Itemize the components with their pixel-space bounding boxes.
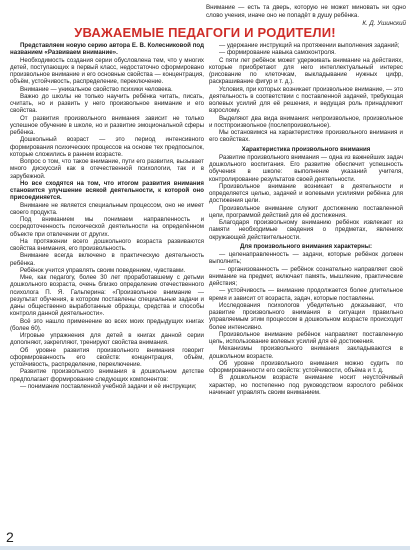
paragraph: Представляем новую серию автора Е. В. Колесниковой под названием «Развиваем внимание». xyxy=(10,42,204,57)
paragraph: Внимание не является специальным процессом, оно не имеет своего продукта. xyxy=(10,201,204,216)
page-title: УВАЖАЕМЫЕ ПЕДАГОГИ И РОДИТЕЛИ! xyxy=(74,25,336,40)
paragraph: Механизмы произвольного внимания закладываются в дошкольном возрасте. xyxy=(209,345,403,360)
paragraph: С пяти лет ребёнок может удерживать внимание на действиях, которые приобретают для него интеллектуальный интерес (рисование по клеточкам, выкладывание нужных цифр, раскрашивание фигур и т. д.). xyxy=(209,56,403,86)
paragraph: На протяжении всего дошкольного возраста развиваются свойства внимания, его произвольность. xyxy=(10,237,204,252)
paragraph: — удержание инструкций на протяжении выполнения заданий; xyxy=(219,42,400,49)
paragraph: — формирование навыка самоконтроля. xyxy=(219,49,336,57)
paragraph: Дошкольный возраст — это период интенсивного формирования психических процессов на основе тех предпосылок, которые сложились в раннем возрасте. xyxy=(10,136,204,158)
right-column xyxy=(209,42,403,534)
paragraph: Выделяют два вида внимания: непроизвольное, произвольное и постпроизвольное (послепроизвольное). xyxy=(209,114,403,129)
section-heading: Для произвольного внимания характерны: xyxy=(239,242,373,250)
epigraph-text: Внимание — есть та дверь, которую не может миновать ни одно слово учения, иначе оно не попадёт в душу ребёнка. xyxy=(206,4,406,19)
paragraph: Внимание всегда включено в практическую деятельность ребёнка. xyxy=(10,252,204,267)
paragraph: — целенаправленность — задачи, которые ребёнок должен выполнить; xyxy=(209,251,403,266)
paragraph: Игровые упражнения для детей в книгах данной серии дополняют, закрепляют, тренируют свойства внимания. xyxy=(10,332,204,347)
paragraph: — понимание поставленной учебной задачи и её инструкции; xyxy=(20,382,197,390)
left-column xyxy=(10,42,204,534)
page-number: 2 xyxy=(6,529,14,545)
paragraph: Условия, при которых возникает произвольное внимание, — это деятельность в соответствии с поставленной задачей, требующая волевых усилий для её решения, и ведущая роль принадлежит взрослому. xyxy=(209,85,403,115)
paragraph: Об уровне произвольного внимания можно судить по сформированности его свойств: устойчивости, объёма и т. д. xyxy=(209,359,403,374)
section-heading: Характеристика произвольного внимания xyxy=(241,145,371,153)
paragraph: Под вниманием мы понимаем направленность и сосредоточенность психической деятельности на определённом объекте при отвлечении от других. xyxy=(10,216,204,238)
paragraph: Произвольное внимание возникает в деятельности и определяется целью, задачей и волевыми усилиями ребёнка для достижения цели. xyxy=(209,182,403,205)
paragraph: — организованность — ребёнок сознательно направляет своё внимание на предмет, включает память, мышление, практические действия; xyxy=(209,265,403,287)
paragraph: Важно до школы не только научить ребёнка читать, писать, считать, но и развить у него произвольное внимание и его свойства. xyxy=(10,92,204,115)
paragraph: Мне, как педагогу, более 30 лет проработавшему с детьми дошкольного возраста, очень близко определение отечественного психолога П. Я. Гальперина: «Произвольное внимание — результат обучения, в котором поставлены специальные задачи и даны общественно выработанные образцы, средства и способы контроля данной деятельности». xyxy=(10,274,204,318)
paragraph: Всё это нашло применение во всех моих предыдущих книгах (более 60). xyxy=(10,317,204,332)
paragraph: Об уровне развития произвольного внимания говорит сформированность его свойств: концентрация, объём, устойчивость, распределение, переключение. xyxy=(10,346,204,368)
bottom-strip xyxy=(0,546,410,550)
paragraph: Вопрос о том, что такое внимание, пути его развития, вызывает много дискуссий как в отечественной психологии, так и в зарубежной. xyxy=(10,158,204,180)
paragraph: Мы остановимся на характеристике произвольного внимания и его свойствах. xyxy=(209,129,403,144)
paragraph: Но все сходятся на том, что итогом развития внимания становится улучшение всякой деятельности, к которой оно присоединяется. xyxy=(10,179,204,202)
paragraph: Произвольное внимание ребёнок направляет поставленную цель, использование волевых усилий для её достижения. xyxy=(209,330,403,345)
paragraph: — устойчивость — внимание продолжается более длительное время и зависит от возраста, задач, которые поставлены. xyxy=(209,287,403,302)
paragraph: Благодаря произвольному вниманию ребёнок извлекает из памяти необходимые сведения о предметах, явлениях окружающей действительности. xyxy=(209,219,403,241)
paragraph: Развитие произвольного внимания — одна из важнейших задач дошкольного воспитания. Его развитие обеспечит успешность обучения в школе: выполнение указаний учителя, контролирование результатов своей деятельности. xyxy=(209,153,403,183)
epigraph-author: К. Д. Ушинский xyxy=(362,20,406,28)
paragraph: Ребёнок учится управлять своим поведением, чувствами. xyxy=(20,266,186,274)
paragraph: Произвольное внимание служит достижению поставленной цели, программой действий для её достижения. xyxy=(209,204,403,219)
paragraph: От развития произвольного внимания зависит не только успешное обучение в школе, но и развитие эмоциональной сферы ребёнка. xyxy=(10,114,204,136)
paragraph: В дошкольном возрасте внимание носит неустойчивый характер, но постепенно под руководством взрослого ребёнок начинает управлять своим вниманием. xyxy=(209,374,403,396)
paragraph: Развитие произвольного внимания в дошкольном детстве предполагает формирование следующих компонентов: xyxy=(10,368,204,383)
paragraph: Внимание — уникальное свойство психики человека. xyxy=(20,85,173,93)
paragraph: Исследования психологов убедительно доказывают, что развитие произвольного внимания в ситуации правильно управляемым этим процессом в дошкольном возрасте происходит более интенсивно. xyxy=(209,301,403,331)
paragraph: Необходимость создания серии обусловлена тем, что у многих детей, поступающих в первый класс, недостаточно сформировано произвольное внимание и его основные свойства — концентрация, объём, устойчивость, распределение, переключение. xyxy=(10,56,204,86)
